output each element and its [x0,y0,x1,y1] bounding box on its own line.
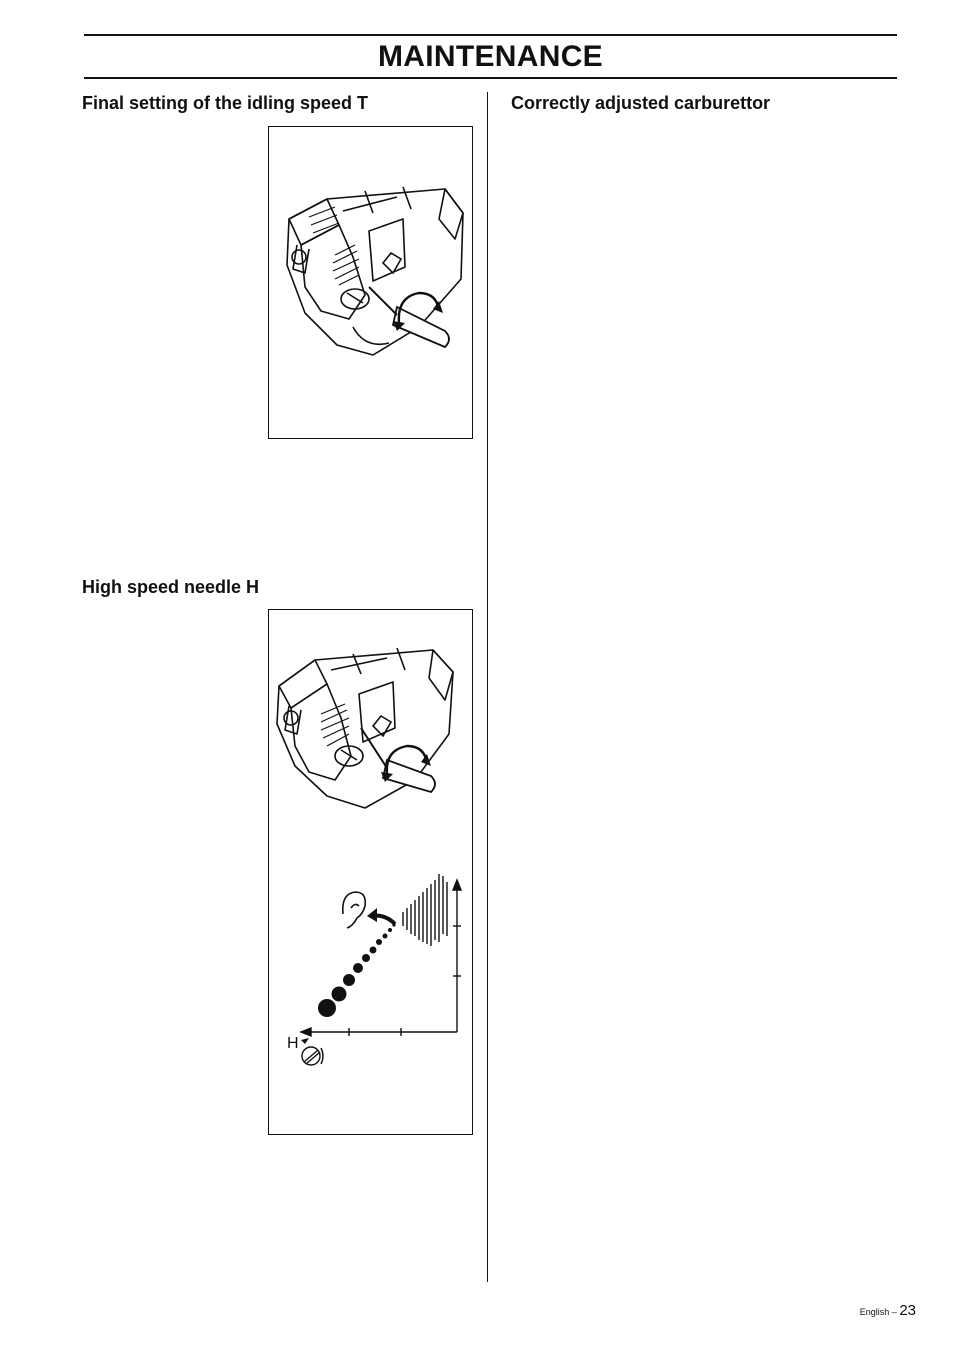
high-speed-needle-label: H [287,1035,299,1052]
section-heading-high-speed-needle: High speed needle H [82,577,260,597]
adjustment-screw-icon [301,1038,323,1065]
figure-high-speed-adjustment [268,609,473,1135]
engine-illustration-2 [269,610,472,1134]
section-heading-idling-speed: Final setting of the idling speed T [82,93,369,113]
section-heading-correctly-adjusted: Correctly adjusted carburettor [511,93,771,113]
curved-arrow-icon [367,908,395,924]
column-divider [487,92,488,1282]
sound-wave-icon [403,874,447,946]
header-rule-top [84,34,897,36]
page-title: MAINTENANCE [378,40,603,73]
page-number: 23 [899,1302,916,1319]
descending-dots-icon [318,923,396,1017]
footer-language: English – [859,1307,900,1317]
page-footer [860,1302,916,1320]
figure-idling-adjustment [268,126,473,439]
engine-illustration [269,127,472,438]
ear-icon [343,892,366,928]
header-rule-bottom [84,77,897,79]
